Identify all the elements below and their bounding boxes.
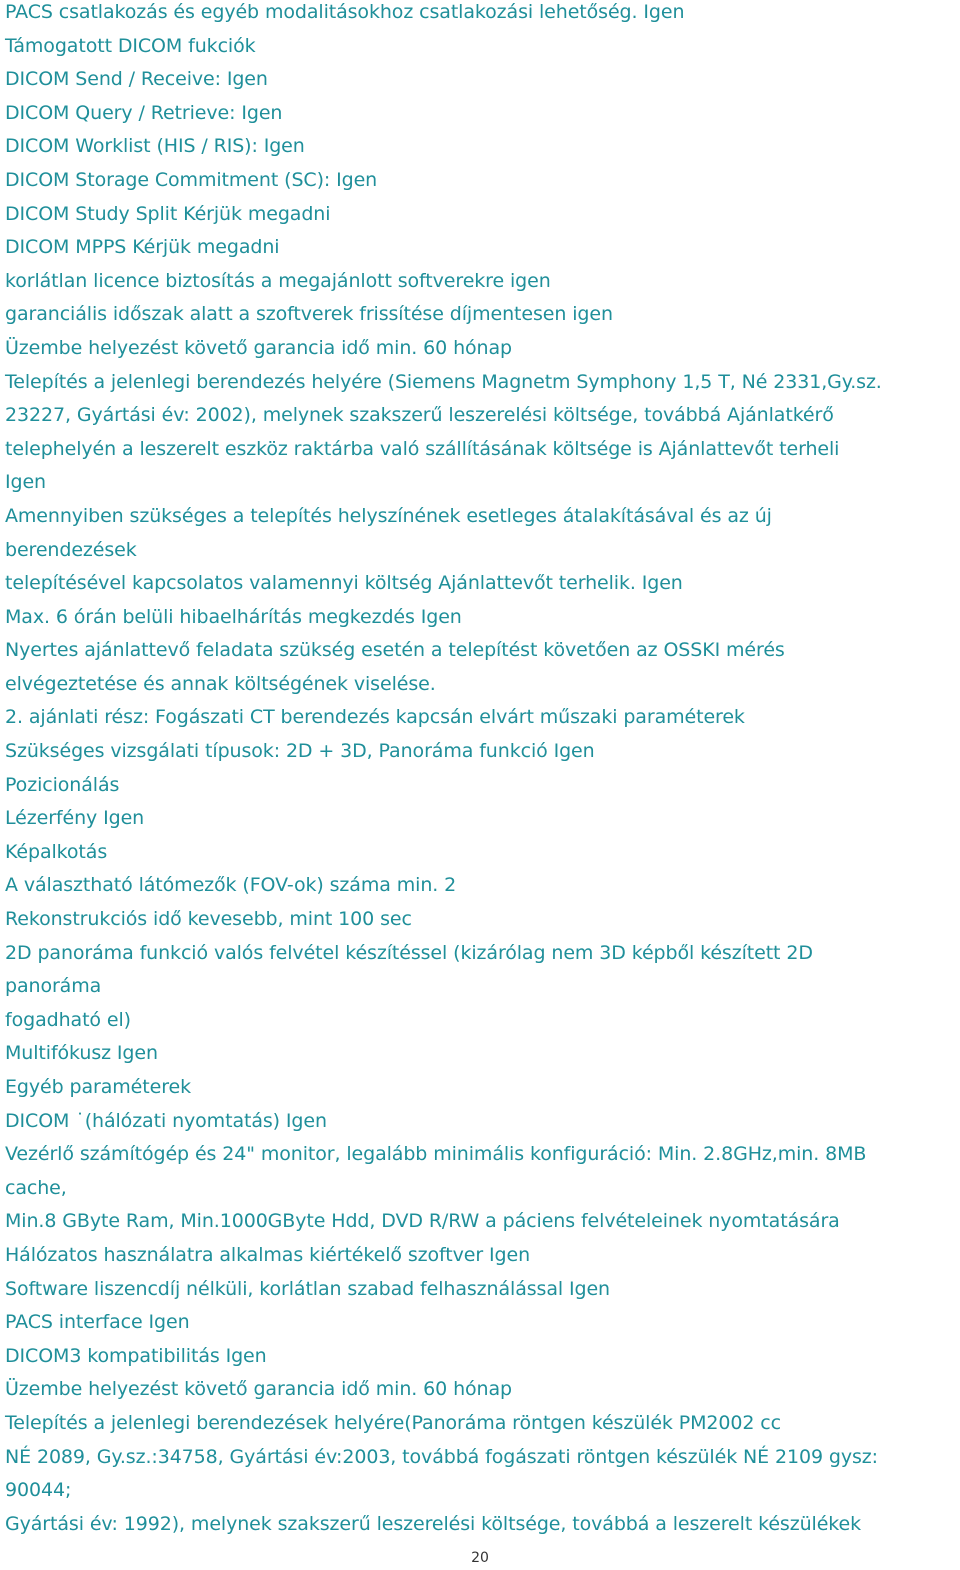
text-line: Gyártási év: 1992), melynek szakszerű leszerelési költsége, továbbá a leszerelt készülékek bbox=[5, 1512, 862, 1535]
document-body bbox=[5, 0, 960, 1545]
text-line: Igen bbox=[5, 471, 46, 494]
text-line: Telepítés a jelenlegi berendezések helyére(Panoráma röntgen készülék PM2002 cc bbox=[5, 1411, 781, 1434]
text-line: panoráma bbox=[5, 975, 102, 998]
text-line: Egyéb paraméterek bbox=[5, 1076, 191, 1098]
text-line: Lézerfény Igen bbox=[5, 807, 145, 830]
text-line: Min.8 GByte Ram, Min.1000GByte Hdd, DVD R/RW a páciens felvételeinek nyomtatására bbox=[5, 1210, 840, 1233]
text-line: A választható látómezők (FOV-ok) száma min. 2 bbox=[5, 874, 457, 897]
text-line: telepítésével kapcsolatos valamennyi költség Ajánlattevőt terhelik. Igen bbox=[5, 572, 683, 595]
text-line: 23227, Gyártási év: 2002), melynek szakszerű leszerelési költsége, továbbá Ajánlatkérő bbox=[5, 404, 834, 427]
page-number: 20 bbox=[471, 1550, 489, 1566]
text-line: DICOM MPPS Kérjük megadni bbox=[5, 236, 280, 259]
text-line: DICOM Worklist (HIS / RIS): Igen bbox=[5, 135, 305, 158]
text-line: DICOM Query / Retrieve: Igen bbox=[5, 101, 283, 124]
text-line: Üzembe helyezést követő garancia idő min. 60 hónap bbox=[5, 336, 513, 359]
text-line: DICOM ˙(hálózati nyomtatás) Igen bbox=[5, 1109, 327, 1132]
text-line: Hálózatos használatra alkalmas kiértékelő szoftver Igen bbox=[5, 1243, 531, 1266]
text-line: Telepítés a jelenlegi berendezés helyére (Siemens Magnetm Symphony 1,5 T, Né 2331,Gy.sz. bbox=[5, 370, 882, 393]
text-line: korlátlan licence biztosítás a megajánlott softverekre igen bbox=[5, 269, 551, 292]
text-line: Szükséges vizsgálati típusok: 2D + 3D, Panoráma funkció Igen bbox=[5, 740, 595, 763]
text-line: DICOM Storage Commitment (SC): Igen bbox=[5, 168, 378, 191]
text-line: Rekonstrukciós idő kevesebb, mint 100 sec bbox=[5, 908, 412, 931]
text-line: telephelyén a leszerelt eszköz raktárba való szállításának költsége is Ajánlattevőt terheli bbox=[5, 437, 840, 460]
text-line: elvégeztetése és annak költségének viselése. bbox=[5, 672, 436, 695]
text-line: DICOM Study Split Kérjük megadni bbox=[5, 202, 331, 225]
text-line: Képalkotás bbox=[5, 840, 108, 863]
text-line: garanciális időszak alatt a szoftverek frissítése díjmentesen igen bbox=[5, 303, 613, 326]
text-line: Software liszencdíj nélküli, korlátlan szabad felhasználással Igen bbox=[5, 1277, 611, 1300]
text-line: 90044; bbox=[5, 1479, 72, 1502]
text-line: DICOM3 kompatibilitás Igen bbox=[5, 1344, 267, 1367]
text-line: DICOM Send / Receive: Igen bbox=[5, 68, 268, 91]
text-line: Nyertes ajánlattevő feladata szükség esetén a telepítést követően az OSSKI mérés bbox=[5, 639, 785, 662]
text-line: Multifókusz Igen bbox=[5, 1042, 158, 1065]
text-line: fogadható el) bbox=[5, 1008, 131, 1031]
text-line: 2. ajánlati rész: Fogászati CT berendezés kapcsán elvárt műszaki paraméterek bbox=[5, 706, 745, 729]
text-line: berendezések bbox=[5, 538, 137, 561]
text-line: Üzembe helyezést követő garancia idő min. 60 hónap bbox=[5, 1378, 513, 1401]
text-line: NÉ 2089, Gy.sz.:34758, Gyártási év:2003, továbbá fogászati röntgen készülék NÉ 2109 gysz: bbox=[5, 1445, 878, 1468]
text-line: Pozicionálás bbox=[5, 773, 120, 796]
text-line: PACS csatlakozás és egyéb modalitásokhoz csatlakozási lehetőség. Igen bbox=[5, 1, 685, 23]
text-line: Max. 6 órán belüli hibaelhárítás megkezdés Igen bbox=[5, 605, 462, 628]
text-line: Támogatott DICOM fukciók bbox=[5, 34, 256, 57]
text-line: cache, bbox=[5, 1176, 67, 1199]
text-line: Amennyiben szükséges a telepítés helyszínének esetleges átalakításával és az új bbox=[5, 504, 772, 527]
text-line: Vezérlő számítógép és 24" monitor, legalább minimális konfiguráció: Min. 2.8GHz,min. 8MB bbox=[5, 1143, 867, 1166]
text-line: PACS interface Igen bbox=[5, 1311, 190, 1334]
text-line: 2D panoráma funkció valós felvétel készítéssel (kizárólag nem 3D képből készített 2D bbox=[5, 941, 813, 964]
